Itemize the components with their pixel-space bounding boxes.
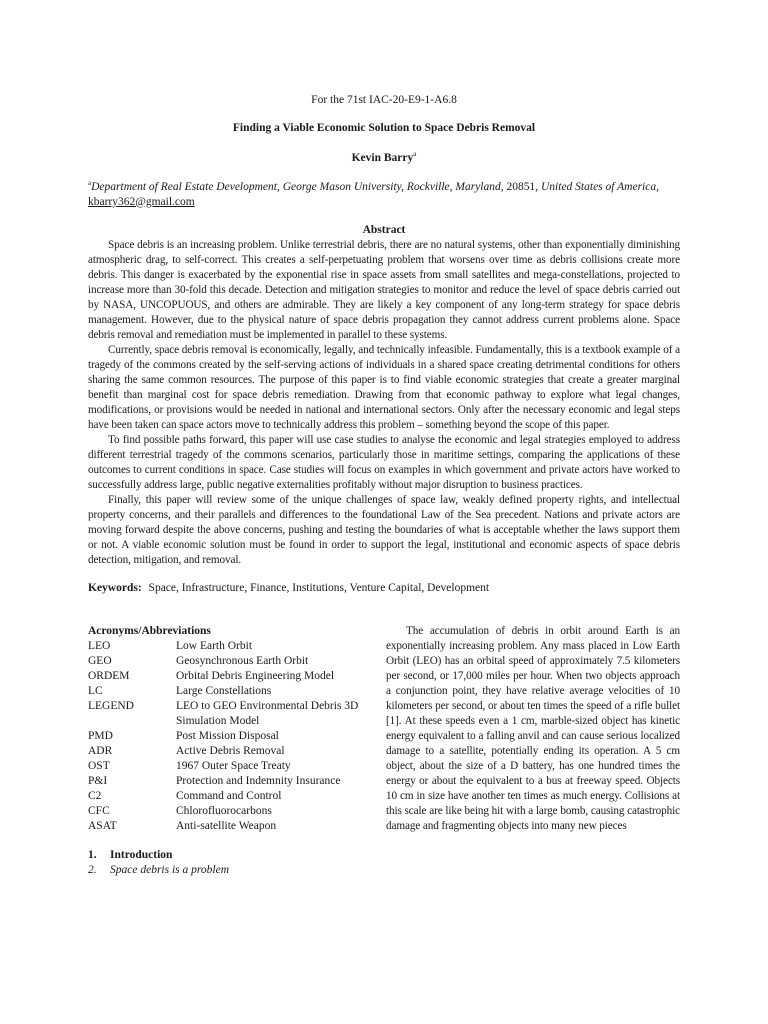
acronym-def: Anti-satellite Weapon [176, 819, 277, 832]
table-row [88, 744, 374, 759]
acronym-def: Post Mission Disposal [176, 729, 279, 742]
table-row [88, 639, 374, 654]
author-name: Kevin Barry [351, 151, 414, 164]
section-number: 1. [88, 848, 97, 861]
table-row [88, 669, 374, 684]
acronym-abbr: P&I [88, 774, 108, 787]
conference-line: For the 71st IAC-20-E9-1-A6.8 [311, 94, 457, 106]
author-line [88, 150, 680, 164]
affiliation-dept: Department of Real Estate Development, George Mason University, Rockville, Maryland [91, 180, 501, 193]
section-headings [88, 848, 374, 878]
acronym-def: Low Earth Orbit [176, 639, 253, 652]
affiliation-zip: , 20851, [500, 180, 541, 193]
acronym-def: LEO to GEO Environmental Debris 3D Simulation Model [176, 699, 359, 727]
acronym-abbr: LEO [88, 639, 111, 652]
acronym-abbr: ADR [88, 744, 113, 757]
abstract-paragraph: Currently, space debris removal is economically, legally, and technically infeasible. Fundamentally, this is a textbook example of a tragedy of the commons created by the self-serving actions of individuals in a shared space creating detrimental conditions for others sharing the same common resources. The purpose of this paper is to find viable economic strategies that create a greater marginal benefit than marginal cost for space debris remediation. Drawing from that economic pathway to explore what legal changes, modifications, or provisions would be needed in national and international sectors. Only after the necessary economic and legal steps have been taken can space actors move to technically address this problem – something beyond the scope of this paper. [88, 343, 680, 431]
section-title: Introduction [110, 848, 173, 861]
table-row [88, 699, 374, 729]
acronym-abbr: OST [88, 759, 110, 772]
abstract-paragraph: To find possible paths forward, this paper will use case studies to analyse the economic and legal strategies employed to address different terrestrial tragedy of the commons scenarios, particularly those in maritime settings, comparing the applications of these outcomes to current conditions in space. Case studies will focus on examples in which government and private actors have worked to successfully address large, public negative externalities profitably without major disruption to business practices. [88, 433, 680, 491]
affiliation-sep: , [656, 180, 659, 193]
body-paragraph: The accumulation of debris in orbit around Earth is an exponentially increasing problem. Any mass placed in Low Earth Orbit (LEO) has an orbital speed of approximately 7.5 kilometers per second, or 17,000 miles per hour. When two objects approach a conjunction point, they have relative average velocities of 10 kilometers per second, or about ten times the speed of a rifle bullet [1]. At these speeds even a 1 cm, marble-sized object has kinetic energy equivalent to a falling anvil and can cause serious localized damage to a satellite, potentially ending its operation. A 5 cm object, about the size of a D battery, has one hundred times the energy or about the equivalent to a bus at freeway speed. Objects 10 cm in size have another ten times as much energy. Collisions at this scale are like being hit with a large bomb, causing catastrophic damage and fragmenting objects into many new pieces [386, 624, 680, 832]
section-title: Space debris is a problem [110, 863, 230, 876]
acronym-abbr: ORDEM [88, 669, 130, 682]
acronym-def: Command and Control [176, 789, 282, 802]
table-row [88, 759, 374, 774]
keywords-text: Space, Infrastructure, Finance, Institutions, Venture Capital, Development [148, 581, 490, 594]
acronym-abbr: LC [88, 684, 103, 697]
acronym-def: Geosynchronous Earth Orbit [176, 654, 309, 667]
affiliation-country: United States of America [541, 180, 657, 193]
affiliation [88, 176, 680, 210]
table-row [88, 654, 374, 669]
affiliation-mark: a [88, 178, 92, 187]
table-row [88, 819, 374, 834]
acronym-abbr: GEO [88, 654, 112, 667]
acronym-abbr: C2 [88, 789, 102, 802]
acronym-abbr: PMD [88, 729, 113, 742]
acronym-abbr: ASAT [88, 819, 117, 832]
abstract-paragraph: Finally, this paper will review some of the unique challenges of space law, weakly defined property rights, and intellectual property concerns, and their parallels and differences to the foundational Law of the Sea precedent. Nations and private actors are moving forward despite the above concerns, pushing and testing the boundaries of what is acceptable whether the laws support them or not. A viable economic solution must be found in order to support the legal, institutional and economic aspects of space debris detection, mitigation, and removal. [88, 493, 680, 566]
paper-title: Finding a Viable Economic Solution to Space Debris Removal [232, 122, 536, 134]
left-column [88, 624, 374, 878]
acronyms-heading: Acronyms/Abbreviations [88, 624, 211, 637]
table-row [88, 789, 374, 804]
acronym-abbr: LEGEND [88, 699, 134, 712]
abstract-paragraph: Space debris is an increasing problem. Unlike terrestrial debris, there are no natural systems, other than exponentially diminishing atmospheric drag, to self-correct. This creates a self-perpetuating problem that worsens over time as debris collisions create more debris. This danger is exacerbated by the exponential rise in space assets from small satellites and mega-constellations, projected to increase more than 30-fold this decade. Detection and mitigation strategies to monitor and reduce the level of space debris carried out by NASA, UNCOPUOUS, and others are admirable. They are likely a key component of any long-term strategy for space debris management. However, due to the physical nature of space debris propagation they cannot address current problems alone. Space debris removal and remediation must be implemented in parallel to these systems. [88, 238, 680, 341]
table-row [88, 774, 374, 789]
author-mark: a [413, 150, 417, 158]
author-email-link[interactable]: kbarry362@gmail.com [88, 195, 195, 208]
table-row [88, 804, 374, 819]
abstract-heading: Abstract [362, 223, 406, 236]
acronym-def: 1967 Outer Space Treaty [176, 759, 291, 772]
acronym-def: Orbital Debris Engineering Model [176, 669, 335, 682]
acronym-def: Active Debris Removal [176, 744, 285, 757]
two-column-body [88, 624, 680, 878]
keywords-line [88, 582, 680, 594]
acronym-def: Chlorofluorocarbons [176, 804, 272, 817]
acronym-def: Protection and Indemnity Insurance [176, 774, 341, 787]
acronym-abbr: CFC [88, 804, 110, 817]
acronym-def: Large Constellations [176, 684, 272, 697]
right-column [386, 624, 680, 878]
acronyms-table [88, 639, 374, 834]
section-heading-introduction [88, 848, 374, 863]
table-row [88, 729, 374, 744]
section-heading-space-debris [88, 863, 374, 878]
abstract-section [88, 224, 680, 568]
table-row [88, 684, 374, 699]
keywords-label: Keywords: [88, 581, 142, 594]
section-number: 2. [88, 863, 97, 876]
